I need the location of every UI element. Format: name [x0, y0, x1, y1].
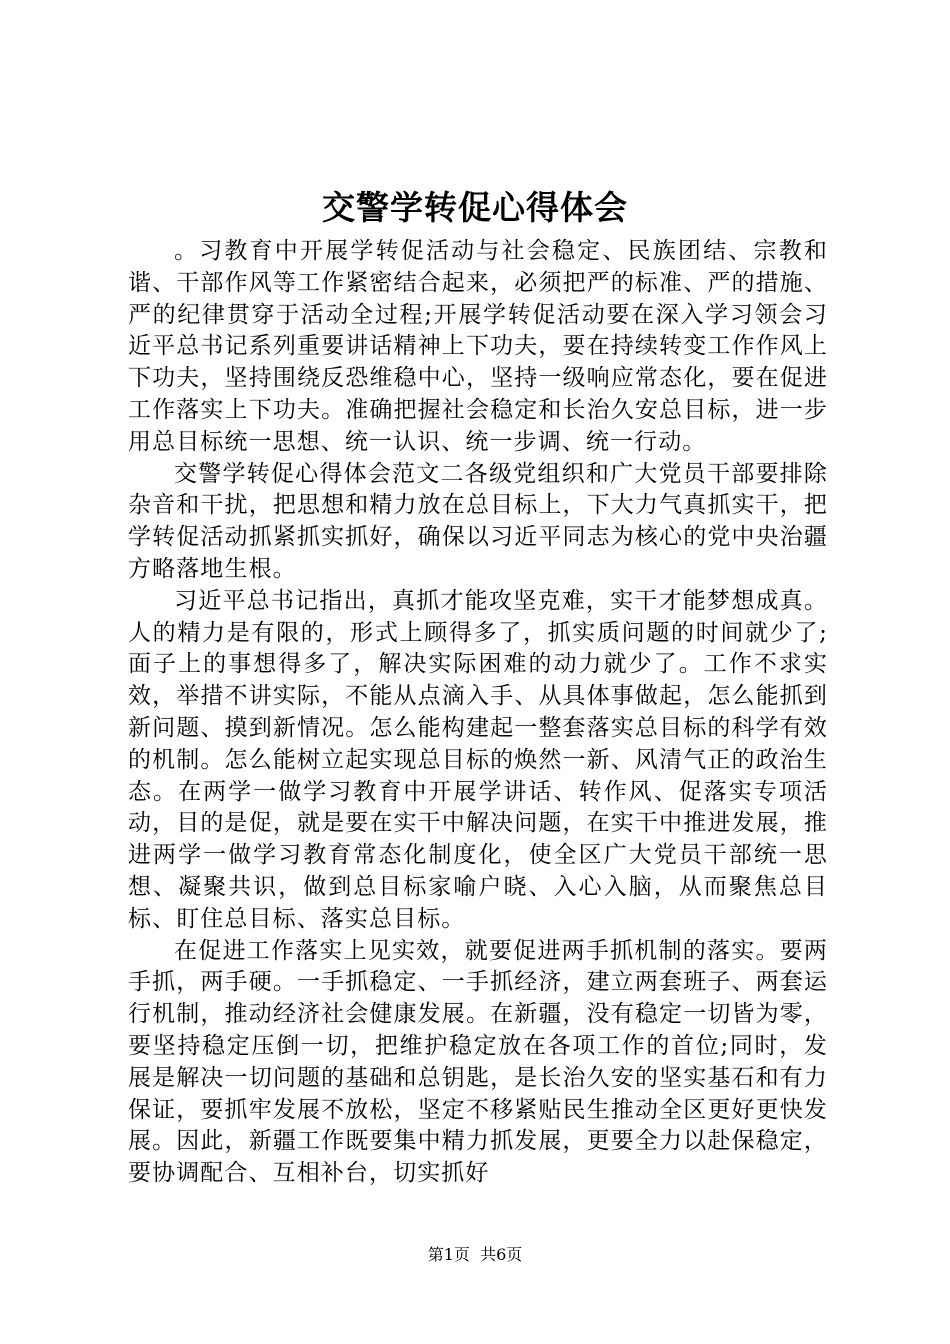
page-footer — [0, 1245, 950, 1265]
paragraph: 交警学转促心得体会范文二各级党组织和广大党员干部要排除杂音和干扰，把思想和精力放在总目标上，下大力气真抓实干，把学转促活动抓紧抓实抓好，确保以习近平同志为核心的党中央治疆方略落地生根。 — [128, 460, 828, 582]
page-number: 第1页 — [427, 1245, 470, 1264]
page-title: 交警学转促心得体会 — [322, 188, 628, 227]
paragraph: 。习教育中开展学转促活动与社会稳定、民族团结、宗教和谐、干部作风等工作紧密结合起来，必须把严的标准、严的措施、严的纪律贯穿于活动全过程;开展学转促活动要在深入学习领会习近平总书记系列重要讲话精神上下功夫，要在持续转变工作作风上下功夫，坚持围绕反恐维稳中心，坚持一级响应常态化，要在促进工作落实上下功夫。准确把握社会稳定和长治久安总目标，进一步用总目标统一思想、统一认识、统一步调、统一行动。 — [128, 238, 828, 455]
paragraph: 在促进工作落实上见实效，就要促进两手抓机制的落实。要两手抓，两手硬。一手抓稳定、一手抓经济，建立两套班子、两套运行机制，推动经济社会健康发展。在新疆，没有稳定一切皆为零，要坚持稳定压倒一切，把维护稳定放在各项工作的首位;同时，发展是解决一切问题的基础和总钥匙，是长治久安的坚实基石和有力保证，要抓牢发展不放松，坚定不移紧贴民生推动全区更好更快发展。因此，新疆工作既要集中精力抓发展，更要全力以赴保稳定，要协调配合、互相补台，切实抓好 — [128, 937, 828, 1187]
paragraph: 习近平总书记指出，真抓才能攻坚克难，实干才能梦想成真。人的精力是有限的，形式上顾得多了，抓实质问题的时间就少了;面子上的事想得多了，解决实际困难的动力就少了。工作不求实效，举措不讲实际，不能从点滴入手、从具体事做起，怎么能抓到新问题、摸到新情况。怎么能构建起一整套落实总目标的科学有效的机制。怎么能树立起实现总目标的焕然一新、风清气正的政治生态。在两学一做学习教育中开展学讲话、转作风、促落实专项活动，目的是促，就是要在实干中解决问题，在实干中推进发展，推进两学一做学习教育常态化制度化，使全区广大党员干部统一思想、凝聚共识，做到总目标家喻户晓、入心入脑，从而聚焦总目标、盯住总目标、落实总目标。 — [128, 587, 828, 932]
page-total: 共6页 — [480, 1245, 523, 1264]
document-body — [128, 236, 828, 1190]
